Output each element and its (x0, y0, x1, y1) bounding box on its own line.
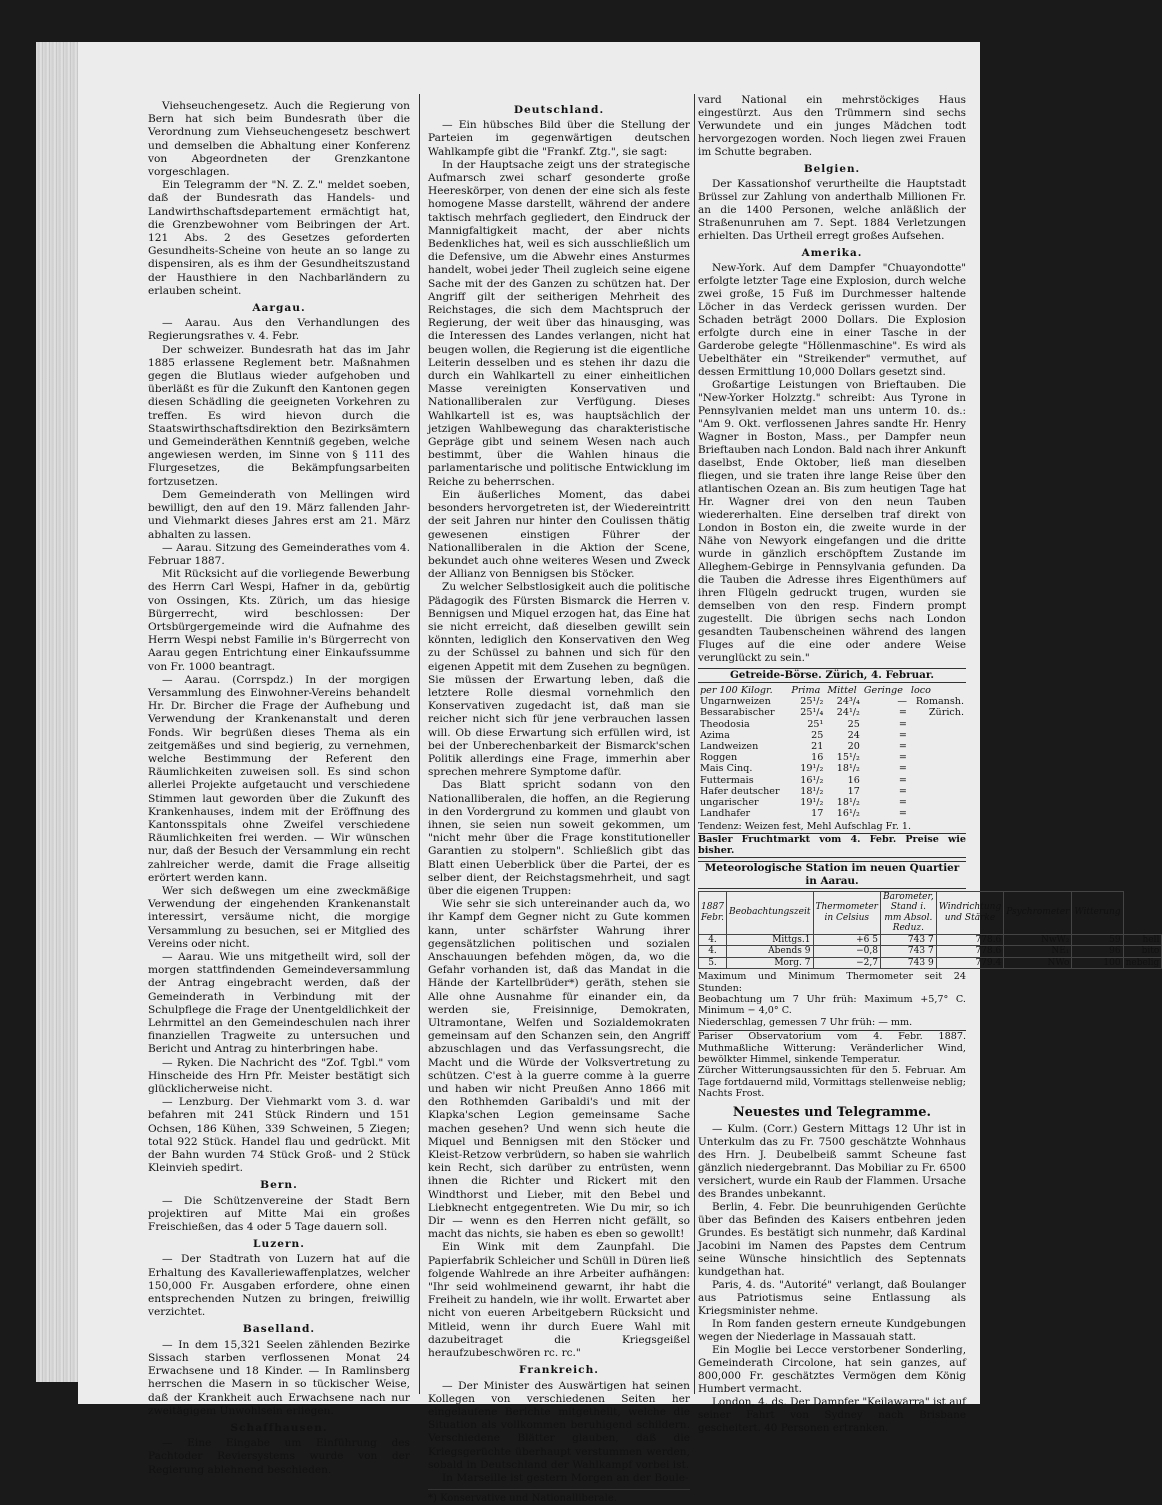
paragraph: Das Blatt spricht sodann von den Nationalliberalen, die hoffen, an die Regierung in den Vordergrund zu kommen und glaubt von ihnen, sie seien nun soweit gekommen, um "nicht mehr über die Frage konstitutioneller Garantien zu stolpern". Schließlich gibt das Blatt einen Ueberblick über die Partei, der es selber dient, der Reichstagsmehrheit, und sagt über die eigenen Truppen: (428, 779, 690, 897)
paragraph: — Ein hübsches Bild über die Stellung der Parteien im gegenwärtigen deutschen Wahlkampfe gibt die "Frankf. Ztg.", sie sagt: (428, 119, 690, 158)
table-cell (909, 763, 966, 774)
table-row (699, 946, 1162, 958)
table-cell: 743 7 (881, 946, 937, 958)
table-cell: — (897, 696, 907, 708)
table-cell: 16¹/₂ (836, 808, 860, 820)
table-cell (909, 719, 966, 730)
table-cell: 778.6 (936, 934, 1004, 946)
newspaper-page (78, 42, 1160, 1505)
paragraph: In Rom fanden gestern erneute Kundgebungen wegen der Niederlage in Massauah statt. (698, 1317, 966, 1343)
paragraph: Ein Telegramm der "N. Z. Z." meldet soeben, daß der Bundesrath das Handels- und Landwirthschaftsdepartement ermächtigt hat, die Grenzbewohner vom Beibringen der Art. 121 Abs. 2 des Gesetzes geforderten Gesundheits-Scheine von heute an so lange zu dispensiren, als es ihm der Gesundheitszustand der Hausthiere in den Nachbarländern zu erlauben scheint. (148, 179, 410, 297)
column-3 (698, 94, 1160, 1434)
table-cell: bito (1123, 946, 1162, 958)
table-cell: Morg. 7 (727, 957, 813, 969)
table-cell: Abends 9 (727, 946, 813, 958)
table-cell: 743 9 (881, 957, 937, 969)
table-cell: 25¹/₂ (800, 696, 824, 708)
table-cell: 779.4 (936, 957, 1004, 969)
paragraph: — Aarau. Sitzung des Gemeinderathes vom 4. Februar 1887. (148, 541, 410, 567)
weather-note: Niederschlag, gemessen 7 Uhr früh: — mm. (698, 1016, 913, 1028)
grain-exchange-tendency: Tendenz: Weizen fest, Mehl Aufschlag Fr. 1. (698, 821, 912, 833)
table-row (699, 934, 1162, 946)
table-cell: 19¹/₂ (800, 763, 824, 775)
table-cell: 20 (847, 741, 860, 753)
table-row (698, 719, 966, 730)
table-cell: 21 (811, 741, 824, 753)
section-heading-neuestes: Neuestes und Telegramme. (732, 1104, 932, 1120)
table-cell: Bessarabischer (700, 707, 775, 719)
paragraph: Großartige Leistungen von Brieftauben. Die "New-Yorker Holzztg." schreibt: Aus Tyrone in Pennsylvanien meldet man uns unterm 10. ds.: "Am 9. Okt. verflossenen Jahres sandte Hr. Henry Wagner in Boston, Mass., per Dampfer neun Brieftauben nach London. Bald nach ihrer Ankunft daselbst, Ende Oktober, ließ man dieselben fliegen, und sie traten ihre lange Reise über den atlantischen Ozean an. Bis zum heutigen Tage hat Hr. Wagner drei von den neun Tauben wiedererhalten. Eine derselben traf direkt von London in Boston ein, die zweite wurde in der Nähe von Newyork eingefangen und die dritte wurde in gänzlich erschöpftem Zustande im Alleghem-Gebirge in Pennsylvania gefunden. Da die Tauben die Adresse ihres Eigenthümers auf ihren Flügeln gedruckt trugen, wurden sie demselben von den resp. Findern prompt zugestellt. Die übrigen sechs nach London gesandten Taubenscheinen während des langen Fluges auf die eine oder andere Weise verunglückt zu sein." (698, 379, 966, 664)
paragraph: Paris, 4. ds. "Autorité" verlangt, daß Boulanger aus Patriotismus seine Entlassung als Kriegsminister nehme. (698, 1278, 966, 1317)
table-cell: 16 (811, 752, 824, 764)
weather-station-title: Meteorologische Station im neuen Quartier in Aarau. (698, 861, 966, 889)
table-cell: +6 5 (813, 934, 881, 946)
table-cell: 24³/₄ (836, 696, 860, 708)
table-cell (909, 730, 966, 741)
paragraph: vard National ein mehrstöckiges Haus eingestürzt. Aus den Trümmern sind sechs Verwundete und ein junges Mädchen todt hervorgezogen worden. Noch liegen zwei Frauen im Schutte begraben. (698, 94, 966, 158)
section-heading-amerika: Amerika. (801, 247, 863, 259)
paragraph: London, 4. ds. Der Dampfer "Keilawarra" ist auf seiner Fahrt von Sydney nach Brisbane gescheitert. 40 Personen ertranken. (698, 1395, 966, 1434)
paragraph: Wer sich deßwegen um eine zweckmäßige Verwendung der eingehenden Krankenanstalt interessirt, versäume nicht, die morgige Versammlung zu besuchen, sei er Mitglied des Vereins oder nicht. (148, 884, 410, 950)
paragraph: Ein Wink mit dem Zaunpfahl. Die Papierfabrik Schleicher und Schüll in Düren ließ folgende Wahlrede an ihre Arbeiter aufhängen: "Ihr seid wohlmeinend gewarnt, ihr habt die Freiheit zu handeln, wie ihr wollt. Erwartet aber nicht von eueren Arbeitgebern Rücksicht und Mitleid, wenn ihr durch Euere Wahl mit dazubeitraget die Kriegsgeißel heraufzubeschwören rc. rc." (428, 1241, 690, 1360)
table-cell: Futtermais (700, 774, 754, 786)
paragraph: — Der Minister des Auswärtigen hat seinen Kollegen von verschiedenen Seiten her eingelaufene Berichte mitgetheilt, welche die Situation als vollkommen beruhigend schildern. Verschiedene Blätter glauben, daß die Kriegsgerüchte überhaupt verstummen werden, sobald in Deutschland der Wahlkampf vorbei ist. (428, 1379, 690, 1471)
table-header-cell: Thermometer in Celsius (813, 891, 881, 934)
table-cell: 24 (847, 729, 860, 741)
table-cell: Landhafer (700, 808, 751, 820)
table-row (698, 730, 966, 741)
paragraph: — Lenzburg. Der Viehmarkt vom 3. d. war befahren mit 241 Stück Rindern und 151 Ochsen, 186 Kühen, 339 Schweinen, 5 Ziegen; total 922 Stück. Handel flau und gedrückt. Mit der Bahn wurden 74 Stück Groß- und 2 Stück Kleinvieh spedirt. (148, 1096, 410, 1175)
column-rule-1 (419, 94, 420, 1394)
table-row (698, 741, 966, 752)
weather-table (698, 891, 1162, 970)
section-heading-bern: Bern. (260, 1179, 298, 1192)
table-cell: 25¹/₄ (800, 707, 824, 719)
column-rule-2 (694, 94, 695, 1394)
paragraph: Wie sehr sie sich untereinander auch da, wo ihr Kampf dem Gegner nicht zu Gute kommen kann, unter schärfster Wahrung ihrer gegensätzlichen politischen und sozialen Anschauungen befehden mögen, da, wo die Gefahr vorhanden ist, daß das Mandat in die Hände der Kartellbrüder*) geräth, stehen sie Alle ohne Ausnahme für einander ein, da werden sie, Freisinnige, Demokraten, Ultramontane, Welfen und Sozialdemokraten gemeinsam auf den Schanzen sein, den Angriff abzuschlagen und das Verfassungsrecht, die Macht und die Würde der Volksvertretung zu schützen. C'est à la guerre comme à la guerre und haben wir nicht Preußen Anno 1866 mit den Rothhemden Garibaldi's und mit der Klapka'schen Legion gemeinsame Sache machen gesehen? Und wenn sich heute die Miquel und Bennigsen mit den Stöcker und Kleist-Retzow verbrüdern, so haben sie wahrlich kein Recht, sich darüber zu entrüsten, wenn ihnen die Richter und Rickert mit den Windthorst und Lieber, mit den Bebel und Liebknecht entgegentreten. Wie Du mir, so ich Dir — wenn es den Herren nicht gefällt, so macht das nichts, sie haben es eben so gewollt! (428, 898, 690, 1241)
table-cell: NwW₂ (1004, 934, 1072, 946)
table-header-cell: Witterung (1072, 891, 1123, 934)
paragraph: Berlin, 4. Febr. Die beunruhigenden Gerüchte über das Befinden des Kaisers entbehren jeden Grundes. Es bestätigt sich nunmehr, daß Kardinal Jacobini im Namen des Papstes dem Centrum seine Wünsche hinsichtlich des Septennats kundgethan hat. (698, 1200, 966, 1278)
table-row (698, 775, 966, 786)
section-heading-belgien: Belgien. (803, 163, 861, 175)
table-cell: = (898, 718, 907, 730)
table-header-cell: Windrichtung und Stärke (936, 891, 1004, 934)
table-cell: Mittgs.1 (727, 934, 813, 946)
paragraph: — Der Stadtrath von Luzern hat auf die Erhaltung des Kavalleriewaffenplatzes, welcher 150,000 Fr. Ausgaben erfordere, ohne einen entsprechenden Nutzen zu bringen, freiwillig verzichtet. (148, 1253, 410, 1319)
table-cell (909, 775, 966, 786)
table-cell (909, 808, 966, 819)
table-cell: 59 (1072, 934, 1123, 946)
table-cell: = (898, 729, 907, 741)
table-cell: = (898, 707, 907, 719)
table-cell: Roggen (700, 752, 738, 764)
table-row (698, 763, 966, 774)
table-cell: Landweizen (700, 741, 759, 753)
table-cell (909, 786, 966, 797)
table-cell: 18¹/₂ (836, 763, 860, 775)
column-2 (428, 100, 690, 1505)
paragraph: In der Hauptsache zeigt uns der strategische Aufmarsch zwei scharf gesonderte große Heereskörper, von denen der eine sich als feste homogene Masse darstellt, während der andere taktisch mehrfach gegliedert, den Eindruck der Mannigfaltigkeit macht, der aber nichts Bedenkliches hat, weil es sich ausschließlich um die Defensive, um die Abwehr eines Ansturmes handelt, wobei jeder Theil zugleich seine eigene Sache mit der des Ganzen zu schützen hat. Der Angriff gilt der seitherigen Mehrheit des Reichstages, die sich dem Machtspruch der Regierung, der weit über das hinausging, was die Interessen des Landes verlangen, nicht hat beugen wollen, die Regierung ist die eigentliche Leiterin desselben und es stehen ihr dazu die durch ein Wahlkartell zu einer einheitlichen Masse vereinigten Konservativen und Nationalliberalen zur Verfügung. Dieses Wahlkartell ist es, was hauptsächlich der jetzigen Wahlbewegung das charakteristische Gepräge gibt und seinem Wesen nach auch bestimmt, über die Wahlen hinaus die parlamentarische und politische Entwicklung im Reiche zu beherrschen. (428, 158, 690, 488)
table-cell: 4. (699, 934, 727, 946)
table-cell: 743 7 (881, 934, 937, 946)
grain-exchange-title: Getreide-Börse. Zürich, 4. Februar. (698, 668, 966, 683)
page-edges (36, 42, 80, 1382)
table-cell: = (898, 785, 907, 797)
table-cell: 18¹/₂ (800, 785, 824, 797)
grain-exchange-table (698, 685, 966, 819)
table-cell: Zürich. (928, 707, 964, 719)
section-heading-aargau: Aargau. (252, 302, 306, 315)
table-row (698, 707, 966, 718)
paragraph: — Aarau. Aus den Verhandlungen des Regierungsrathes v. 4. Febr. (148, 317, 410, 343)
paragraph: Zu welcher Selbstlosigkeit auch die politische Pädagogik des Fürsten Bismarck die Herren v. Bennigsen und Miquel erzogen hat, das Eine hat sie nicht erreicht, daß dieselben gewillt sein könnten, lediglich den Konservativen den Weg zu der Schüssel zu bahnen und sich für den eigenen Appetit mit dem Zusehen zu begnügen. Sie müssen der Erwartung leben, daß die letztere Rolle diesmal vornehmlich den Konservativen zugedacht ist, daß man sie reicher nicht sich für jene verbrauchen lassen will. Ob diese Erwartung sich erfüllen wird, ist bei der Unberechenbarkeit der Bismarck'schen Politik allerdings eine Frage, immerhin aber sprechen mehrere Symptome dafür. (428, 581, 690, 779)
basel-fruit-market: Basler Fruchtmarkt vom 4. Febr. Preise wie bisher. (698, 833, 966, 857)
table-cell: 778.6 (936, 946, 1004, 958)
table-cell: hell (1123, 934, 1162, 946)
paragraph: Viehseuchengesetz. Auch die Regierung von Bern hat sich beim Bundesrath über die Verordnung zum Viehseuchengesetz beschwert und demselben die Abhaltung einer Konferenz von Abgeordneten der Grenzkantone vorgeschlagen. (148, 100, 410, 179)
table-cell: = (898, 774, 907, 786)
paragraph: — In dem 15,321 Seelen zählenden Bezirke Sissach starben verflossenen Monat 24 Erwachsene und 18 Kinder. — In Ramlinsberg herrschen die Masern in so tückischer Weise, daß der Krankheit auch Erwachsene nach nur zweitägigem Unwohlsein erliegen. (148, 1338, 410, 1417)
paragraph: Mit Rücksicht auf die vorliegende Bewerbung des Herrn Carl Wespi, Hafner in da, gebürtig von Ossingen, Kts. Zürich, um das hiesige Bürgerrecht, wird beschlossen: Der Ortsbürgergemeinde wird die Aufnahme des Herrn Wespi nebst Familie in's Bürgerrecht von Aarau gegen Entrichtung einer Einkaufssumme von Fr. 1000 beantragt. (148, 568, 410, 673)
table-cell: 16¹/₂ (800, 774, 824, 786)
table-cell: = (898, 763, 907, 775)
table-header-cell: Beobachtungszeit (727, 891, 813, 934)
paragraph: Dem Gemeinderath von Mellingen wird bewilligt, den auf den 19. März fallenden Jahr- und Viehmarkt dieses Jahres erst am 21. März abhalten zu lassen. (148, 488, 410, 541)
table-cell: 25 (847, 718, 860, 730)
table-cell: 19¹/₂ (800, 797, 824, 809)
table-header-cell: Prima (791, 685, 821, 696)
table-cell: 18¹/₂ (836, 797, 860, 809)
paragraph: Ein äußerliches Moment, das dabei besonders hervorgetreten ist, der Wiedereintritt der seit Jahren nur hinter den Coulissen thätig gewesenen einstigen Führer der Nationalliberalen in die Aktion der Scene, bekundet auch ohne weiteres Wesen und Zweck der Allianz von Bennigsen bis Stöcker. (428, 488, 690, 581)
paragraph: Der schweizer. Bundesrath hat das im Jahr 1885 erlassene Reglement betr. Maßnahmen gegen die Blutlaus wieder aufgehoben und überläßt es für die Zukunft den Kantonen gegen diesen Schädling die geeigneten Vorkehren zu treffen. Es wird hievon durch die Staatswirthschaftsdirektion den Bezirksämtern und Gemeinderäthen Kenntniß gegeben, welche angewiesen werden, im Sinne von § 111 des Flurgesetzes, die Bekämpfungsarbeiten fortzusetzen. (148, 343, 410, 488)
table-header-cell: per 100 Kilogr. (700, 685, 773, 696)
table-header-cell: Psychrometer (1004, 891, 1072, 934)
paragraph: — Eine Eingabe um Einführung des Pachtoder Reviersystems wurde von der Regierung ablehnend beschieden. (148, 1437, 410, 1476)
table-row (699, 957, 1162, 969)
table-cell: = (898, 741, 907, 753)
table-cell: = (898, 808, 907, 820)
table-header-cell: Geringe (863, 685, 903, 696)
table-cell: 5. (699, 957, 727, 969)
table-row (698, 786, 966, 797)
table-cell: Hafer deutscher (700, 785, 780, 797)
section-heading-deutschland: Deutschland. (513, 104, 605, 116)
table-row (698, 696, 966, 707)
table-row (698, 808, 966, 819)
table-row (698, 752, 966, 763)
weather-note: Maximum und Minimum Thermometer seit 24 Stunden: (698, 971, 966, 994)
table-cell: ungarischer (700, 797, 759, 809)
table-header-cell: Mittel (827, 685, 857, 696)
table-cell: NE₁ (1004, 946, 1072, 958)
table-cell: Romansh. (915, 696, 964, 708)
table-cell: 96 (1072, 946, 1123, 958)
paragraph: In Marseille ist gestern Morgen an der Boule- (442, 1471, 689, 1484)
table-cell: Azima (700, 729, 730, 741)
paris-observatory: Pariser Observatorium vom 4. Febr. 1887. Muthmaßliche Witterung: Veränderlicher Wind, bewölkter Himmel, sinkende Temperatur. (698, 1031, 966, 1065)
footnote: *) Konservative und Nationalliberale. (428, 1489, 690, 1505)
paragraph: — Aarau. Wie uns mitgetheilt wird, soll der morgen stattfindenden Gemeindeversammlung der Antrag eingebracht werden, daß der Gemeinderath in Verbindung mit der Schulpflege die Frage der Unentgeldlichkeit der Lehrmittel an den Gemeindeschulen nach ihrer finanziellen Tragweite zu untersuchen und Bericht und Antrag zu hinterbringen habe. (148, 951, 410, 1056)
section-heading-luzern: Luzern. (253, 1238, 305, 1251)
paragraph: — Ryken. Die Nachricht des "Zof. Tgbl." vom Hinscheide des Hrn Pfr. Meister bestätigt sich glücklicherweise nicht. (148, 1056, 410, 1096)
table-cell: 17 (847, 785, 860, 797)
section-heading-schaffhausen: Schaffhausen. (230, 1421, 328, 1434)
paragraph: Der Kassationshof verurtheilte die Hauptstadt Brüssel zur Zahlung von anderthalb Millionen Fr. an die 1400 Personen, welche anläßlich der Straßenunruhen am 7. Sept. 1884 Verletzungen erhielten. Das Urtheil erregt großes Aufsehen. (698, 178, 966, 242)
column-1 (148, 100, 410, 1476)
table-header-cell: 1887 Febr. (699, 891, 727, 934)
paragraph: New-York. Auf dem Dampfer "Chuayondotte" erfolgte letzter Tage eine Explosion, durch welche zwei große, 15 Fuß im Durchmesser haltende Löcher in das Verdeck gerissen wurden. Der Schaden beträgt 2000 Dollars. Die Explosion erfolgte durch eine in einer Tasche in der Garderobe gelegte "Höllenmaschine". Es wird als Uebelthäter ein "Streikender" vermuthet, auf dessen Ermittlung 10,000 Dollars gesetzt sind. (698, 262, 966, 378)
table-cell: = (898, 752, 907, 764)
table-cell: 100 (1072, 957, 1123, 969)
table-cell: Mais Cinq. (700, 763, 753, 775)
table-cell: NWo (1004, 957, 1072, 969)
table-cell: −2,7 (813, 957, 881, 969)
table-cell: 15¹/₂ (836, 752, 860, 764)
paragraph: — Aarau. (Corrspdz.) In der morgigen Versammlung des Einwohner-Vereins behandelt Hr. Dr. Bircher die Frage der Aufhebung und Verwendung der Krankenanstalt und deren Fonds. Wir begrüßen dieses Thema als ein zeitgemäßes und sind begierig, zu vernehmen, welche Bestimmung der Referent den Räumlichkeiten zuweisen soll. Es sind schon allerlei Projekte aufgetaucht und verschiedene Stimmen laut geworden über die Zukunft des Krankenhauses, indem mit der Eröffnung des Kantonsspitals ohne Zweifel verschiedene Räumlichkeiten frei werden. — Wir wünschen nur, daß der Besuch der Versammlung ein recht zahlreicher werde, damit die Frage allseitig erörtert werden kann. (148, 673, 410, 884)
table-row (698, 797, 966, 808)
table-header-cell: Barometer, Stand i. mm Absol. Reduz. (881, 891, 937, 934)
paragraph: — Die Schützenvereine der Stadt Bern projektiren auf Mitte Mai ein großes Freischießen, das 4 oder 5 Tage dauern soll. (148, 1194, 410, 1234)
table-cell: Theodosia (700, 718, 750, 730)
table-cell: −0,8 (813, 946, 881, 958)
table-cell (909, 797, 966, 808)
paragraph: — Kulm. (Corr.) Gestern Mittags 12 Uhr ist in Unterkulm das zu Fr. 7500 geschätzte Wohnhaus des Hrn. J. Deubelbeiß sammt Scheune fast gänzlich niedergebrannt. Das Mobiliar zu Fr. 6500 versichert, wurde ein Raub der Flammen. Ursache des Brandes unbekannt. (698, 1122, 966, 1200)
table-cell: nebelig (1123, 957, 1162, 969)
table-cell: 25 (811, 729, 824, 741)
table-header-cell: loco (910, 685, 931, 696)
weather-note: Beobachtung um 7 Uhr früh: Maximum +5,7° C. Minimum − 4,0° C. (698, 993, 966, 1017)
table-cell (909, 741, 966, 752)
table-cell: 17 (811, 808, 824, 820)
table-cell (909, 752, 966, 763)
table-cell: 16 (847, 774, 860, 786)
table-cell: 24¹/₂ (836, 707, 860, 719)
section-heading-baselland: Baselland. (242, 1323, 316, 1336)
table-cell: 4. (699, 946, 727, 958)
table-cell: 25¹ (807, 718, 824, 730)
table-cell: = (898, 797, 907, 809)
paragraph: Ein Moglie bei Lecce verstorbener Sonderling, Gemeinderath Circolone, hat sein ganzes, auf 800,000 Fr. geschätztes Vermögen dem König Humbert vermacht. (698, 1343, 966, 1395)
zurich-forecast: Zürcher Witterungsaussichten für den 5. Februar. Am Tage fortdauernd mild, Vormittags stellenweise neblig; Nachts Frost. (698, 1065, 966, 1100)
table-cell: Ungarnweizen (700, 696, 771, 708)
section-heading-frankreich: Frankreich. (518, 1364, 599, 1377)
